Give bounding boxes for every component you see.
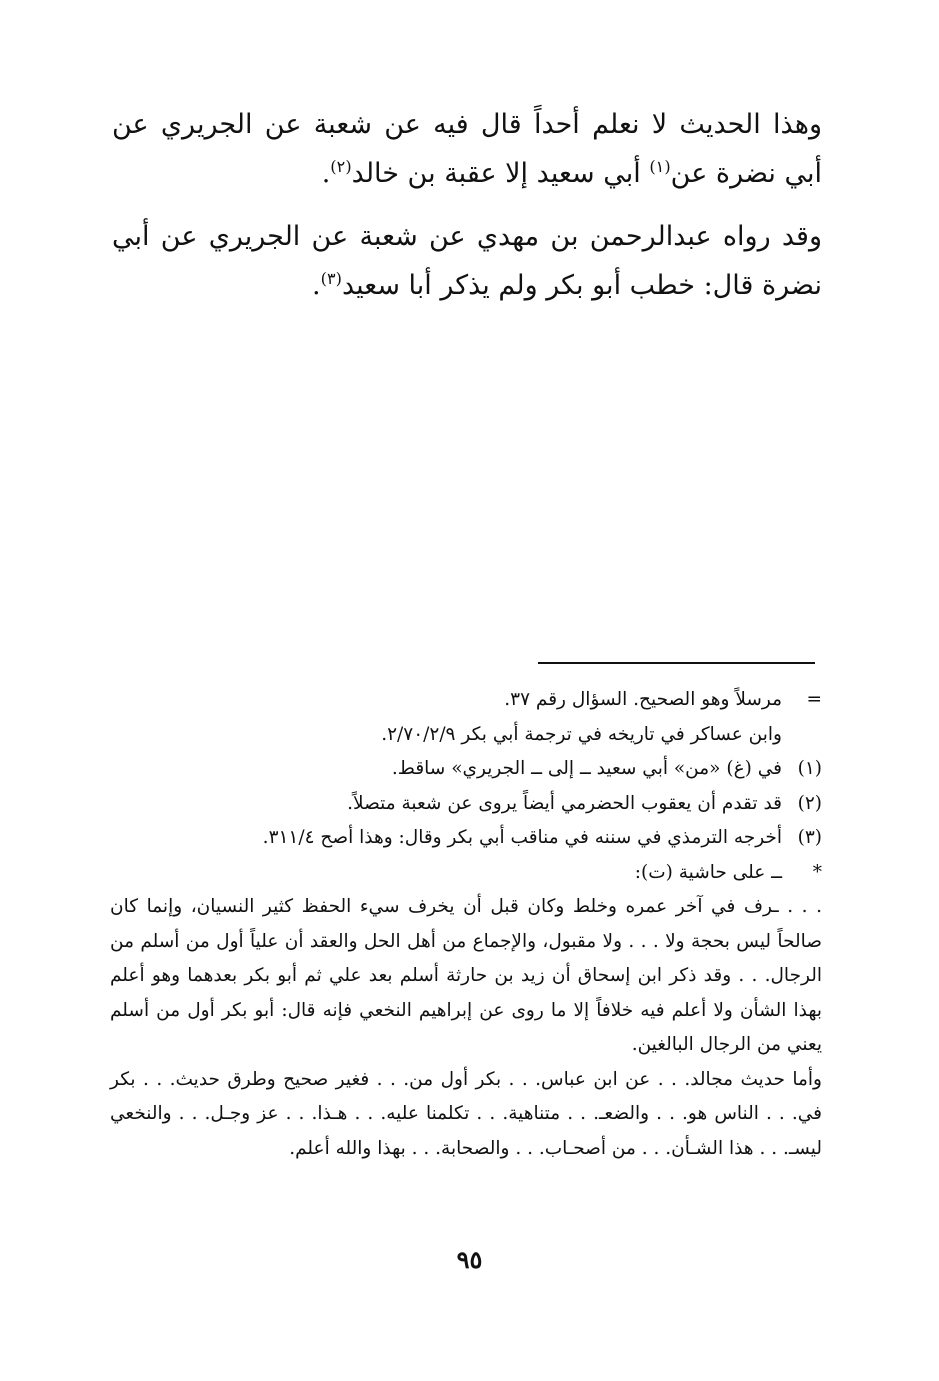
footnote-continuation-line-2 [110, 718, 822, 753]
margin-note-header-text: ــ على حاشية (ت): [634, 861, 782, 883]
main-text [112, 100, 822, 324]
main-paragraph-1-text-a: وهذا الحديث لا نعلم أحداً قال فيه عن شعبة عن الجريري عن أبي نضرة عن [112, 109, 822, 189]
main-paragraph-1-text-b: أبي سعيد إلا عقبة بن خالد [351, 158, 650, 189]
asterisk-marker: * [812, 861, 822, 883]
footnote-2-number: (٢) [797, 792, 822, 814]
main-paragraph-2-text-b: . [312, 270, 321, 301]
footnote-3-text: أخرجه الترمذي في سننه في مناقب أبي بكر وقال: وهذا أصح ٣١١/٤. [262, 827, 782, 848]
continuation-text-2: وابن عساكر في تاريخه في ترجمة أبي بكر ٢/٧٠/٢/٩. [381, 723, 782, 745]
main-paragraph-2-text-a: وقد رواه عبدالرحمن بن مهدي عن شعبة عن الجريري عن أبي نضرة قال: خطب أبو بكر ولم يذكر أبا سعيد [112, 221, 822, 301]
margin-note-paragraph-1: . . . ـرف في آخر عمره وخلط وكان قبل أن يخرف سيء الحفظ كثير النسيان، وإنما كان صالحاً ليس بحجة ولا . . . ولا مقبول، والإجماع من أهل الحل والعقد أن علياً أول من أسلم من الرجال. . . وقد ذكر ابن إسحاق أن زيد بن حارثة أسلم بعد علي ثم أبو بكر بعدهما وهو أعلم بهذا الشأن ولا أعلم فيه خلافاً إلا ما روى عن إبراهيم النخعي فإنه قال: أبو بكر أول من أسلم يعني من الرجال البالغين. [110, 896, 822, 1055]
footnote-1-number: (١) [797, 758, 822, 779]
main-paragraph-2 [112, 212, 822, 310]
footnote-3-number: (٣) [797, 827, 822, 848]
footnote-2 [110, 787, 822, 822]
footnote-3 [110, 821, 822, 856]
footnote-continuation-line-1 [110, 683, 822, 718]
main-paragraph-1 [112, 100, 822, 198]
footnote-1 [110, 752, 822, 787]
main-paragraph-1-text-c: . [321, 158, 331, 189]
footnote-ref-1: (١) [649, 157, 671, 176]
footnote-divider [538, 662, 815, 664]
footnote-ref-2: (٢) [330, 157, 352, 176]
footnote-1-text: في (غ) «من» أبي سعيد ــ إلى ــ الجريري» ساقط. [391, 758, 782, 779]
margin-note-header [110, 856, 822, 891]
margin-note-paragraph-2: وأما حديث مجالد. . . عن ابن عباس. . . بكر أول من. . . فغير صحيح وطرق حديث. . . بكر في. . . الناس هو. . . والضعـ. . . متناهية. . . تكلمنا عليه. . . هـذا. . . عز وجـل. . . والنخعي ليسـ. . . هذا الشـأن. . . من أصحـاب. . . والصحابة. . . بهذا والله أعلم. [110, 1068, 822, 1159]
continuation-text-1: مرسلاً وهو الصحيح. السؤال رقم ٣٧. [504, 689, 782, 710]
footnote-2-text: قد تقدم أن يعقوب الحضرمي أيضاً يروى عن شعبة متصلاً. [347, 792, 782, 814]
page-number: ٩٥ [456, 1245, 483, 1274]
footnote-ref-3: (٣) [320, 269, 342, 288]
continuation-marker: = [806, 689, 822, 710]
footnotes [110, 683, 822, 1166]
